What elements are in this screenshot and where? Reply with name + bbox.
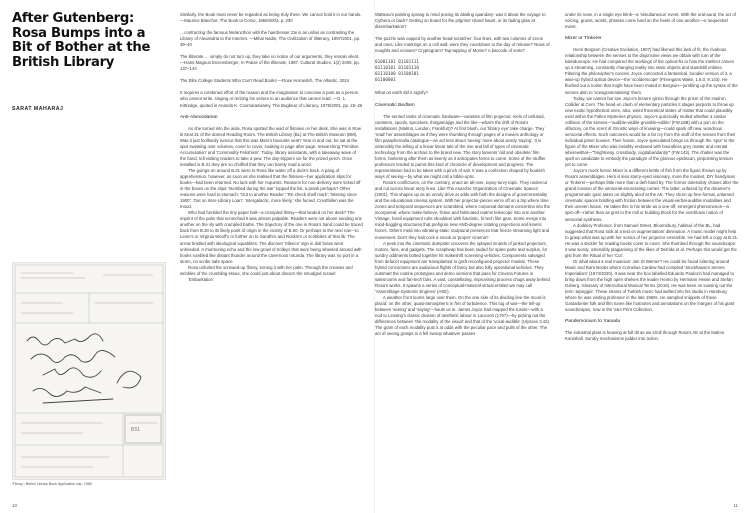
epigraph: The illiterate … simply do not turn up, they take no notice of our arguments, they remain silent. —Hans Magnus Enzensberger, In Praise of the Illiterate, 1987. Cultural Studies, 1(2) 2005, pp. 137–144 xyxy=(180,54,360,72)
paragraph: The serried ranks of cinematic hardware—varieties of film projector, reels of celluloid, canisters, spools, sprockets, thingamajigs and the like—what's the drift of Rosa's installations (Malmö, London, Frankfurt)? At first blush, our 'library eye' take charge. They 'read' her assemblages as if they were thumbing through pages of a movies anthology or film paraphernalia catalogue—an act less about 'seeing' more about wordy 'saying'. It is ostensibly the telling of a linear linear tale of the rise and fall of types of cinematic technology from the archaic to the brand new. The story laments 'old and obsolete' film forms, harkening after them as keenly as it anticipates forms to come. Some of the stuffier professors tended to parrot this kind of chronicle of development and progress. The representation had to be taken with a pinch of salt. It was a confection shaped by bookish ways of seeing—by what we might call a biblio-optic. xyxy=(375,113,546,180)
article-author: SARAT MAHARAJ xyxy=(12,106,64,112)
article-title: After Gutenberg: Rosa Bumps into a Bit of Bother at the British Library xyxy=(12,11,151,70)
paragraph: Rosa's conflictures, on the contrary, enact an all-over, topsy-turvy topic. They undercut and cut across linear story lines. Like The Anarchic Organization of Cinematic Spaces (2001). This shapes up as an unruly drive at odds with both the designs of governmentality and the educational cinema system. With her projector-pieces we're off on a trip where time zones and temporal sequences are scrambled, where corporeal domains concertina into the incorporeal, where make-believe, fictive and fabricated realms telescope into one another. Vintage, fossil equipment rubs shoulders with futuristic, hi-tech film gear. Some merge into mind-boggling structures that prefigure new AND-degree rotating projections and kinetic forces. Others meld into vibrating-static sculptural presences that freeze streaming light and movement. Don't they halt cock a snook at 'proper' cinema? xyxy=(375,180,551,240)
binary-line: 01110101 01101110 xyxy=(375,66,419,72)
paragraph: A doddery Professor, from Samuel Street, Bloomsbury, habitué of the BL, had suggested that Rosa look at a text on augmentation/ diminution. A music model might help to grasp what was up with her sonics of her projector ensemble. He had left a copy at B.31. He was a stickler for reading books cover to cover. She thumbed through the soundscape: it was wordy, ostensibly plagiarising of the likes of Derrida et al. Perhaps this would get the gist from the Ritual of her 'Cut'. xyxy=(565,222,739,258)
paragraph: A peek into the cinematic dumpster uncovers the splayed innards of junked projectors, motors, fans, and gadgets. The scrapheap has been raided for spare parts and surplus, for sundry oddments bolted together hit makeshift screening vehicles. Components salvaged from defunct equipment are transplanted to graft reconfigured projector models. These hybrid concoctions are audacious flights of fancy but also fully operational vehicles. They outsmart the routine prototypes and demo versions that pass for Cinema Futures in salesrooms and fan-tech fairs. A vast, constellating, improvising process chugs away behind Rosa's works. It spawns a series of conceptual-material-virtual entities we may call 'Assemblage-Systemic Engines' (ASE). xyxy=(375,240,550,294)
paragraph: under its nose, in a single eye blink—a 'simultaneous' event. With the oral-aural, the act of voicing, grunts, words, phrases come hard on the heels of one another—a 'sequential' event. xyxy=(565,12,736,30)
binary-line: 01100001 xyxy=(375,78,396,84)
epigraph: The Elite College Students Who Can't Read Books —Rose Horowitch, The Atlantic, 2024 xyxy=(180,78,350,84)
section-heading: Cinematic Bedlam xyxy=(375,102,415,108)
figure-caption: 'Flimsy': British Library Book Application slip, 1988 xyxy=(12,482,92,486)
paragraph: A weather front looms large over them. On the one side of its dividing line the mood is placid; on the other, quasi-atmospheric in fret of turbulence. This tug of war—the tell-up between 'seeing' and 'saying'—hauls us in. James Joyce had mapped the tussle—with a nod to Lessing's classic division of aesthetic labour in Laocoön (1767)—by picking out the differences between 'the modality of the visual' and that of the 'vocal-audible' (Ulysses 3.42). The grain of each modality puts it at odds with the peculiar pace and pulls of the other. The act of seeing grasps in a fell swoop whatever passes xyxy=(375,294,551,337)
paragraph: The goings-on around B.31 were to Rosa like water off a duck's back. A pang of apprehension, however, as soon as she realised that the flimsies—her application slips for books—had been returned. No luck with her requests. Reasons for non-delivery were ticked off in the boxes on the slips: 'Bombed during the war' topped the list, a prank perhaps? Other reasons were hard to stomach: 'Out to another Reader'; 'Re-check shelf mark'; 'Missing since 1900'; 'Out on Inter-Library Loan'; 'Intergalactic, more likely,' she fumed. Crestfallen was the mood. xyxy=(180,167,361,210)
section-heading: Anti-Abecedarian xyxy=(180,114,218,120)
binary-code-block xyxy=(375,60,551,84)
paragraph: Henri Bergson (Creative Evolution, 1907) had likened this lack of fit, the rivalrous relationship between the senses to the disjunctive views we obtain with turn of the kaleidoscope. He had compared the workings of the optical-fix to how the intellect carves up a streaming, constantly changing reality into static objects and standstill entities. Filtering the philosopher's conceit, Joyce concocted a fantastical, boodier version of it, a wise-up hybrid optical device—the 'scolderscope' (Finnegans Wake, 1.6.0, 9.143). He flushed out a notion that might have been muted in Bergson—jumbling up the syntax of the senses akin to 'sceagrammatising' them. xyxy=(565,47,738,95)
epigraph: Similarly, the Book must never be regarded as being truly there. We cannot hold it in our hands. —Maurice Blanchot, The Book to Come, 1959/2003, p. 230 xyxy=(180,12,362,24)
paragraph: Today, we cannot but see Joyce's bizarre gizmo through the prism of the Hadron Collider at Cern. The head-on clash of elementary particles it stages purports to throw up new exotic hypothetical ones, also, weird theoretical states of matter that could plausibly exist within the Fallen Mysteries physics. Joyce's quizzically mulled whether a similar collision of the senses—'audible-visible-gnosible-edible' (FW.18B) with a pun on the olfactory, on the scent of Gnostic ways of knowing—could spark off new, wondrous sensorial effects. Such outcomes would be a far cry from the stuff of the senses from their individual prism houses. Their fusion, Joyce speculated brings us through the 'spot' to the figure of the Mixer who was invisibly endowed with boundless grey matter and mental wherewithal—'"brightnesy, crossbody, cogitabundantly"' (FW.143). The chatter was the spell on candidate to embody the paradigm of the glorious epidiscan, pinpointing tension yet to come. xyxy=(565,95,736,168)
binary-line: 01110100 01100101 xyxy=(375,72,419,78)
right-text-column xyxy=(565,12,739,500)
paragraph: Rosa unfurled the screwed-up flimsy, ironing it with her palm. Through the creases and wrinkles of the crumbling tissue, she could just about discern the smudged scrawl: xyxy=(180,264,353,276)
svg-text:B31: B31 xyxy=(131,427,141,433)
right-page xyxy=(375,0,750,513)
library-slip-image xyxy=(13,263,165,479)
section-heading: Pandemonium to Xanadu xyxy=(565,319,621,325)
paragraph: Joyce's mock heroic Mixer is a different kettle of fish from the figure thrown up by Rosa's assemblages. Hers is less starry-eyed visionary, more the modest, DIY handyman or Tinkerer—perhaps little more than a deft-hand by. The former ostensibly chases after the grand mission of the sensorial-enunciating comes. The latter, unfazed by the dreamer's programmatic goal, takes on slightly aloof at the AE. They churn up free-format, untamed cinematic spaces bristling with friction between the visual-verbal-audible modalities and their uneven fusion. He takes this in his stride as a one-off, emergent phenomenon—a spin-off—rather than as grist to the mill or building block for the overblown notion of sensorial synthesis. xyxy=(565,168,739,222)
section-heading: Mixer or Tinkerer xyxy=(565,36,602,42)
paragraph: Watteau's painting sprang to mind posing its abiding quandary: was it about the voyage to Cythera or back? Getting on board for the pilgrims' island haunt, or its fading glow at disembarkation? xyxy=(375,12,546,30)
middle-text-column xyxy=(375,12,551,500)
page-number-left: 10 xyxy=(12,503,17,508)
paragraph: The puzzle was capped by another head-scratcher: four lines, with two columns of zeros and ones. Like markings on a cell wall, were they countdown to the day of release? Rows of noughts and crosses? Cryptogram? Tap-tapping of Morse? A barcode of sorts? xyxy=(375,36,550,54)
paragraph: 'Embarkation' xyxy=(188,276,214,282)
page-number-right: 11 xyxy=(733,503,738,508)
binary-line: 01001101 01101111 xyxy=(375,60,419,66)
paragraph: Or what about a real musician: Jan St Werner? He could be found loitering around Music and Rare Books where Cornelius Cardew had compiled 'Stockhausen Serves Imperialism' (1974/2020). It was near the box labelled Eduardo Paolozzi had managed to bring down from the high open shelves the leader Heimo by Hermann Hesse and Stefan Oxberg. Glossary of Intercultural Musical Terms (2015). He was keen on sussing out the term 'arpeggio'. These strains of Turkish music had wafted into his studio in Hamburg where he was visiting professor in the late 1960s. He sampled snippets of these Gastarbeiter folk and film tunes like footnotes and annotations on the margins of his giant soundscapes, now in the V&A Print Collection. xyxy=(565,258,735,313)
epigraph: …confracting the famous Melancthon with the hairdresser Zai is as unfair as contrasting the Library of Alexandria to the Internet. —Mihai Nadin, The Civilization of Illiteracy, 1997/2001, pp. 39–40 xyxy=(180,30,361,48)
library-slip-figure xyxy=(12,262,166,480)
paragraph: The industrial plant is heaving at full tilt as we stroll through Rosa's AE at the Malmo Konsthall. Sundry mechanisms judder into action. xyxy=(565,330,725,342)
left-text-column xyxy=(180,12,363,500)
intro-quote: It requires a combined effort of the reason and the imagination to conceive a poet as a person who cannot write, singing or reciting his verses to an audience that cannot read. —G. L. Kittredge, quoted in Ananda K. Coomaraswamy, The Bugbear of Literacy, 1979/2001, pp. 25–26 xyxy=(180,90,363,108)
paragraph: Who had fumbled the tiny paper ball—a crumpled flimsy—that landed on her desk? The imprint of the palm that scrunched it was almost palpable. Readers were not above sending one another on the sly with crumpled barbs. The trajectory of the one in Rosa's hand could be traced back from B.30 to its likely point of origin in the vicinity of B.50. Or perhaps to the next row—to Lenin's or Virginia Woolf's or further on to Gandhi's and Ruskin's or scribblers of that ilk. The arrow bristled with ideological squabbles. The discreet 'Silence' sign in dull brass went unheeded. A murmuring echo and the low growl of trolleys that were being wheeled around with books rumbled like distant thunder around the cavernous rotunda. The library was no port in a storm, no scribe safe space. xyxy=(180,210,363,264)
paragraph: As she turned into the aisle, Rosa spotted the wad of flimsies on her desk. She was in Row B Seat 31 of the domed Reading Room, The British Library (BL) at The British Museum (BM). Was it just foolhardy rumour that this was Marx's favourite seat? Year in and out, he sat at the spot sweating over volumes, cover to cover, soaking in page after page: researching 'Primitive Accumulation' and 'Commodity Fetishism'. Today, library assistants, with a takeaway wave of the hand, tell visiting readers to take a pew. The day-trippers vie for the prized perch. Once installed in B.31 they are so chuffed that they can barely read a word. xyxy=(180,125,361,167)
question-line: What on earth did it signify? xyxy=(375,90,429,96)
